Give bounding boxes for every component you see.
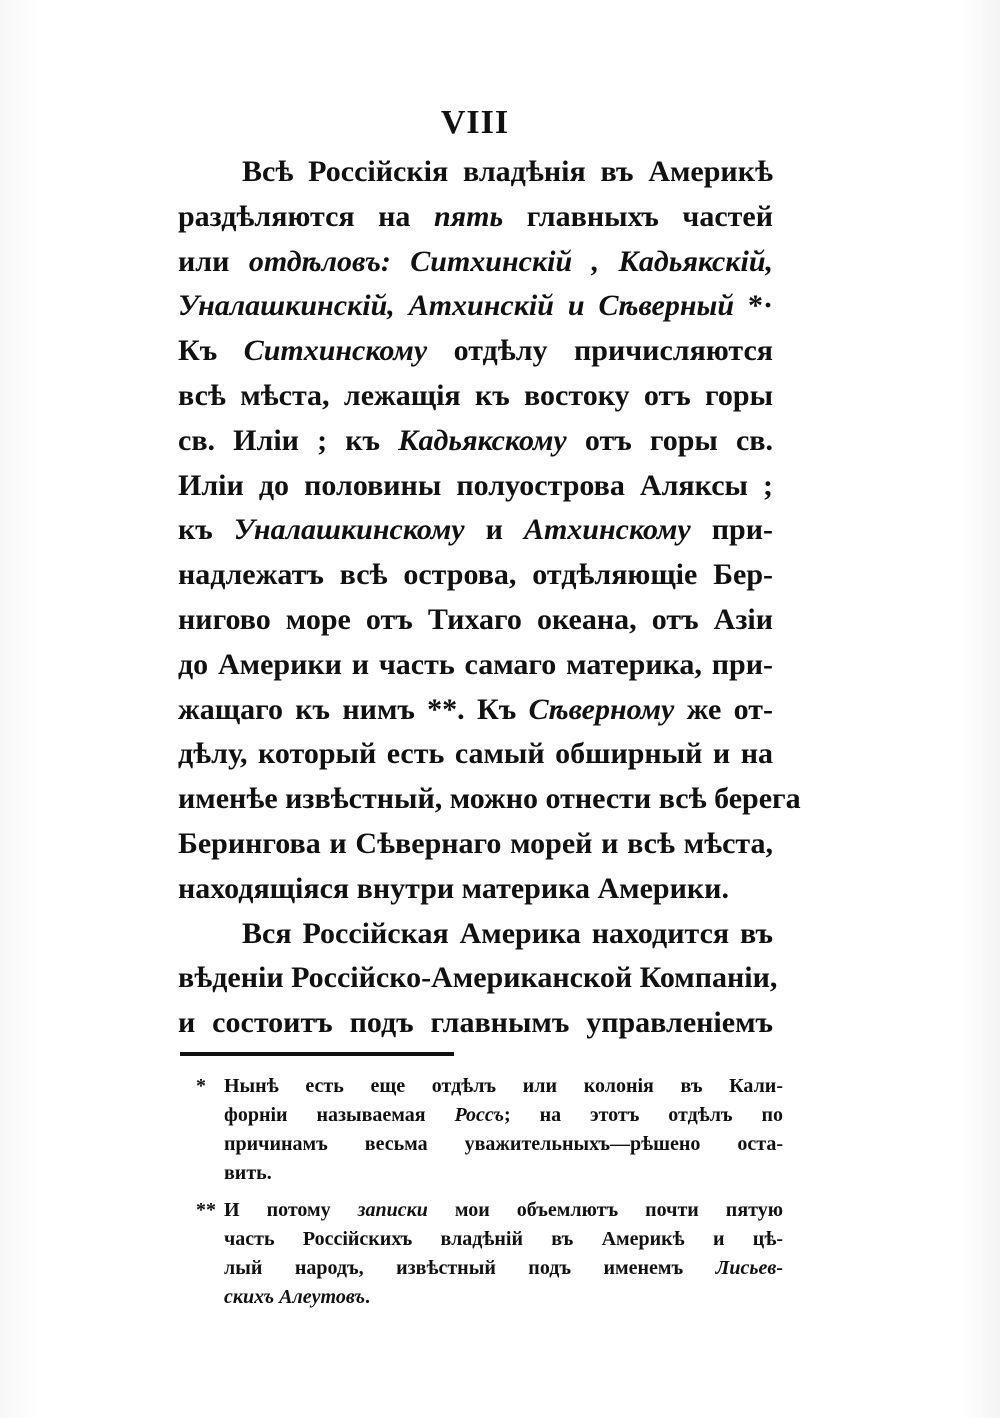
text-line: св. Иліи ; къ Кадьякскому отъ горы св. (178, 423, 773, 457)
footnote-line: лый народъ, извѣстный подъ именемъ Лисьев- (224, 1257, 783, 1279)
text-line: Вся Россійская Америка находится въ (242, 916, 773, 950)
text-line: Берингова и Сѣвернаго морей и всѣ мѣста, (178, 826, 773, 860)
text-line: къ Уналашкинскому и Атхинскому при- (178, 513, 773, 547)
text-line: именѣе извѣстный, можно отнести всѣ берега (178, 782, 801, 816)
text-line: надлежатъ всѣ острова, отдѣляющіе Бер- (178, 558, 773, 592)
page-number: VIII (440, 104, 510, 141)
footnotes (180, 1072, 783, 1312)
footnote-line: вить. (224, 1162, 272, 1184)
text-line: Къ Ситхинскому отдѣлу причисляются (178, 334, 774, 368)
text-line: Всѣ Россійскія владѣнія въ Америкѣ (242, 155, 773, 188)
text-line: жащаго къ нимъ **. Къ Сѣверному же от- (178, 692, 773, 726)
footnote-mark: ** (196, 1199, 216, 1221)
text-line: нигово море отъ Тихаго океана, отъ Азіи (178, 602, 773, 636)
text-line: Иліи до половины полуострова Аляксы ; (178, 468, 773, 502)
text-line: вѣденіи Россійско-Американской Компаніи, (178, 961, 778, 995)
text-line: находящіяся внутри материка Америки. (178, 871, 729, 905)
text-line: дѣлу, который есть самый обширный и на (178, 737, 773, 771)
footnote-line: форніи называемая Россъ; на этотъ отдѣлъ по (224, 1104, 783, 1126)
text-line: и состоитъ подъ главнымъ управленіемъ (178, 1006, 773, 1040)
footnote-mark: * (196, 1075, 206, 1097)
text-line: или отдѣловъ: Ситхинскій , Кадьякскій, (178, 244, 774, 278)
footnote-line: часть Россійскихъ владѣній въ Америкѣ и цѣ- (224, 1228, 783, 1250)
footnote-divider (180, 1052, 454, 1056)
text-line: Уналашкинскій, Атхинскій и Сѣверный *· (178, 289, 773, 323)
main-text (178, 150, 801, 1046)
footnote-line: ** И потому записки мои объемлютъ почти пятую (180, 1196, 783, 1225)
footnote-line: причинамъ весьма уважительныхъ—рѣшено оста- (224, 1133, 783, 1155)
footnote-line: скихъ Алеутовъ. (224, 1286, 371, 1308)
text-line: раздѣляются на пять главныхъ частей (178, 199, 774, 233)
footnote-line: * Нынѣ есть еще отдѣлъ или колонія въ Кали- (180, 1072, 783, 1101)
text-line: всѣ мѣста, лежащія къ востоку отъ горы (178, 378, 773, 412)
text-line: до Америки и часть самаго материка, при- (178, 647, 773, 681)
